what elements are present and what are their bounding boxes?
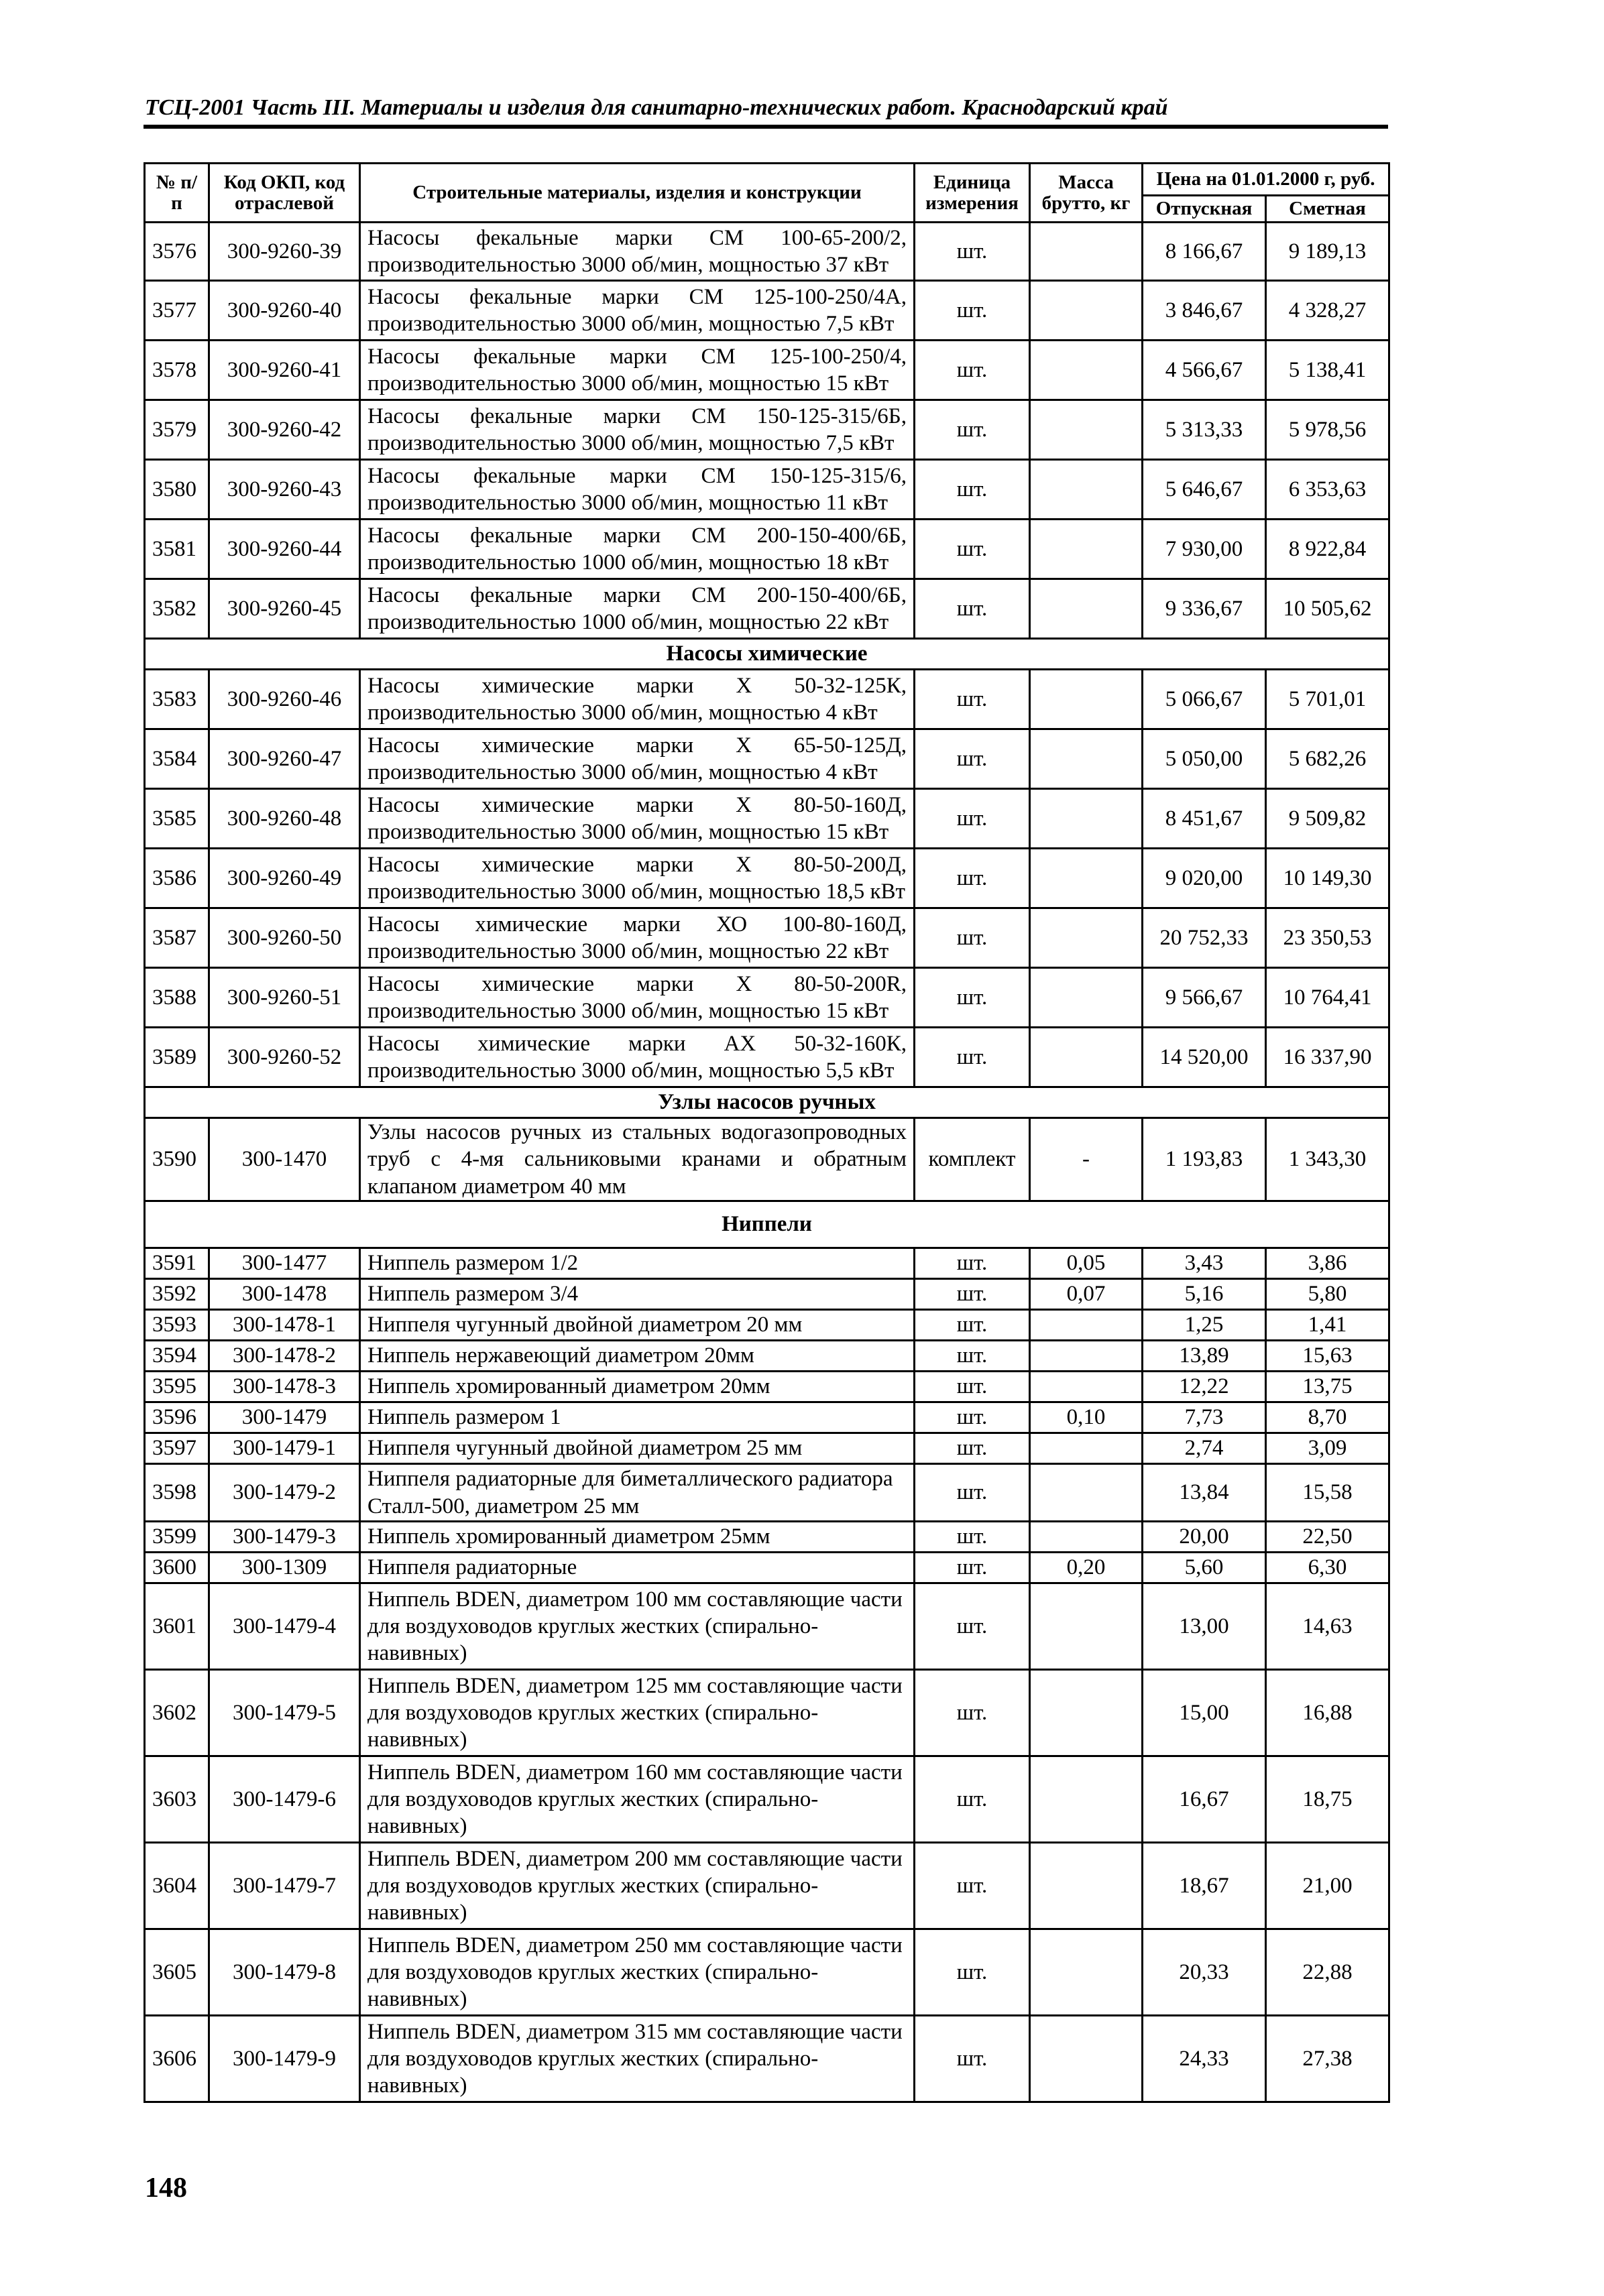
row-number: 3600: [145, 1553, 209, 1583]
row-price-estimate: 1,41: [1266, 1310, 1389, 1341]
row-price-release: 5 050,00: [1143, 729, 1266, 789]
row-price-release: 1,25: [1143, 1310, 1266, 1341]
table-row: [145, 670, 1389, 729]
row-price-release: 3 846,67: [1143, 281, 1266, 341]
price-table: [144, 162, 1390, 2103]
table-row: [145, 789, 1389, 849]
row-number: 3605: [145, 1929, 209, 2016]
row-mass: [1030, 281, 1143, 341]
row-code: 300-9260-51: [209, 968, 360, 1028]
row-unit: шт.: [915, 1372, 1030, 1402]
row-unit: шт.: [915, 579, 1030, 639]
row-code: 300-1478-2: [209, 1341, 360, 1372]
row-name: Насосы фекальные марки СМ 125-100-250/4, производительностью 3000 об/мин, мощностью 15 кВт: [360, 341, 915, 400]
row-unit: шт.: [915, 1248, 1030, 1279]
row-price-release: 5 313,33: [1143, 400, 1266, 460]
group-nipples: [145, 1248, 1389, 2102]
row-unit: шт.: [915, 400, 1030, 460]
row-code: 300-9260-45: [209, 579, 360, 639]
row-price-release: 13,00: [1143, 1583, 1266, 1670]
row-mass: [1030, 1341, 1143, 1372]
row-price-release: 7 930,00: [1143, 520, 1266, 579]
row-name: Насосы химические марки Х 50-32-125К, производительностью 3000 об/мин, мощностью 4 кВт: [360, 670, 915, 729]
table-row: [145, 1279, 1389, 1310]
row-name: Ниппеля радиаторные: [360, 1553, 915, 1583]
row-mass: [1030, 1464, 1143, 1522]
row-price-estimate: 13,75: [1266, 1372, 1389, 1402]
table-row: [145, 1843, 1389, 1929]
row-code: 300-9260-39: [209, 223, 360, 281]
row-number: 3581: [145, 520, 209, 579]
page-number: 148: [145, 2173, 187, 2203]
row-price-estimate: 16,88: [1266, 1670, 1389, 1756]
row-unit: шт.: [915, 908, 1030, 968]
table-row: [145, 1341, 1389, 1372]
table-row: [145, 341, 1389, 400]
row-price-estimate: 22,50: [1266, 1522, 1389, 1553]
row-price-estimate: 15,58: [1266, 1464, 1389, 1522]
row-price-release: 5 646,67: [1143, 460, 1266, 520]
row-number: 3586: [145, 849, 209, 908]
section-title-chem: Насосы химические: [145, 639, 1389, 670]
row-price-release: 13,84: [1143, 1464, 1266, 1522]
table-row: [145, 2016, 1389, 2102]
row-number: 3599: [145, 1522, 209, 1553]
row-number: 3593: [145, 1310, 209, 1341]
row-code: 300-1479-8: [209, 1929, 360, 2016]
row-name: Насосы химические марки ХО 100-80-160Д, производительностью 3000 об/мин, мощностью 22 кВт: [360, 908, 915, 968]
row-mass: -: [1030, 1118, 1143, 1201]
row-code: 300-9260-40: [209, 281, 360, 341]
row-mass: [1030, 1028, 1143, 1087]
row-code: 300-9260-50: [209, 908, 360, 968]
row-code: 300-1479-4: [209, 1583, 360, 1670]
col-header-name: Строительные материалы, изделия и конструкции: [360, 164, 915, 223]
table-row: [145, 281, 1389, 341]
row-code: 300-1479-2: [209, 1464, 360, 1522]
row-unit: шт.: [915, 2016, 1030, 2102]
group-fecal-pumps: [145, 223, 1389, 639]
row-price-release: 9 566,67: [1143, 968, 1266, 1028]
row-mass: [1030, 908, 1143, 968]
row-name: Насосы фекальные марки СМ 125-100-250/4А, производительностью 3000 об/мин, мощностью 7,5 кВт: [360, 281, 915, 341]
table-row: [145, 1433, 1389, 1464]
table-row: [145, 1248, 1389, 1279]
row-unit: шт.: [915, 968, 1030, 1028]
row-unit: шт.: [915, 1670, 1030, 1756]
row-code: 300-9260-43: [209, 460, 360, 520]
row-price-release: 9 336,67: [1143, 579, 1266, 639]
row-number: 3601: [145, 1583, 209, 1670]
row-number: 3580: [145, 460, 209, 520]
row-code: 300-1478: [209, 1279, 360, 1310]
row-price-estimate: 27,38: [1266, 2016, 1389, 2102]
row-unit: шт.: [915, 341, 1030, 400]
row-name: Насосы химические марки АХ 50-32-160К, производительностью 3000 об/мин, мощностью 5,5 кВт: [360, 1028, 915, 1087]
col-header-price-release: Отпускная: [1143, 196, 1266, 223]
row-name: Насосы химические марки Х 80-50-200R, производительностью 3000 об/мин, мощностью 15 кВт: [360, 968, 915, 1028]
table-row: [145, 1670, 1389, 1756]
table-row: [145, 579, 1389, 639]
row-price-release: 15,00: [1143, 1670, 1266, 1756]
row-number: 3594: [145, 1341, 209, 1372]
row-mass: [1030, 400, 1143, 460]
row-price-estimate: 22,88: [1266, 1929, 1389, 2016]
table-row: [145, 1929, 1389, 2016]
row-unit: шт.: [915, 1553, 1030, 1583]
row-unit: шт.: [915, 1843, 1030, 1929]
row-name: Ниппель BDEN, диаметром 200 мм составляющие части для воздуховодов круглых жестких (спирально-навивных): [360, 1843, 915, 1929]
row-price-release: 16,67: [1143, 1756, 1266, 1843]
row-price-estimate: 9 509,82: [1266, 789, 1389, 849]
row-number: 3595: [145, 1372, 209, 1402]
row-price-release: 8 451,67: [1143, 789, 1266, 849]
row-name: Ниппеля чугунный двойной диаметром 25 мм: [360, 1433, 915, 1464]
row-name: Ниппель размером 3/4: [360, 1279, 915, 1310]
row-price-release: 2,74: [1143, 1433, 1266, 1464]
row-price-release: 20,00: [1143, 1522, 1266, 1553]
table-row: [145, 520, 1389, 579]
row-code: 300-9260-46: [209, 670, 360, 729]
row-name: Ниппель BDEN, диаметром 100 мм составляющие части для воздуховодов круглых жестких (спирально-навивных): [360, 1583, 915, 1670]
row-name: Ниппель нержавеющий диаметром 20мм: [360, 1341, 915, 1372]
row-name: Насосы химические марки Х 80-50-160Д, производительностью 3000 об/мин, мощностью 15 кВт: [360, 789, 915, 849]
row-code: 300-1479-3: [209, 1522, 360, 1553]
row-name: Ниппель размером 1: [360, 1402, 915, 1433]
row-price-estimate: 6,30: [1266, 1553, 1389, 1583]
header-rule: [144, 125, 1388, 129]
table-row: [145, 1118, 1389, 1201]
row-unit: шт.: [915, 789, 1030, 849]
row-unit: шт.: [915, 460, 1030, 520]
col-header-price-group: Цена на 01.01.2000 г, руб.: [1143, 164, 1389, 196]
section-title-nipples: Ниппели: [145, 1201, 1389, 1248]
row-mass: [1030, 1522, 1143, 1553]
row-mass: [1030, 1843, 1143, 1929]
row-name: Ниппеля радиаторные для биметаллического радиатора Сталл-500, диаметром 25 мм: [360, 1464, 915, 1522]
row-code: 300-1478-3: [209, 1372, 360, 1402]
row-price-estimate: 21,00: [1266, 1843, 1389, 1929]
row-price-release: 18,67: [1143, 1843, 1266, 1929]
row-price-release: 20 752,33: [1143, 908, 1266, 968]
table-row: [145, 1756, 1389, 1843]
row-price-release: 14 520,00: [1143, 1028, 1266, 1087]
row-mass: [1030, 729, 1143, 789]
row-unit: шт.: [915, 1756, 1030, 1843]
row-mass: 0,20: [1030, 1553, 1143, 1583]
group-chem-pumps: [145, 670, 1389, 1087]
row-unit: шт.: [915, 1279, 1030, 1310]
row-number: 3590: [145, 1118, 209, 1201]
row-price-estimate: 6 353,63: [1266, 460, 1389, 520]
row-code: 300-1479-1: [209, 1433, 360, 1464]
row-unit: шт.: [915, 849, 1030, 908]
row-unit: шт.: [915, 1341, 1030, 1372]
row-price-estimate: 1 343,30: [1266, 1118, 1389, 1201]
row-code: 300-9260-47: [209, 729, 360, 789]
row-price-release: 20,33: [1143, 1929, 1266, 2016]
row-price-estimate: 10 764,41: [1266, 968, 1389, 1028]
row-mass: [1030, 1583, 1143, 1670]
row-mass: 0,05: [1030, 1248, 1143, 1279]
row-number: 3585: [145, 789, 209, 849]
row-code: 300-9260-49: [209, 849, 360, 908]
row-unit: шт.: [915, 1402, 1030, 1433]
row-price-release: 5,16: [1143, 1279, 1266, 1310]
row-mass: [1030, 789, 1143, 849]
row-price-estimate: 3,09: [1266, 1433, 1389, 1464]
row-price-release: 1 193,83: [1143, 1118, 1266, 1201]
row-code: 300-1309: [209, 1553, 360, 1583]
row-number: 3592: [145, 1279, 209, 1310]
row-price-estimate: 18,75: [1266, 1756, 1389, 1843]
row-number: 3583: [145, 670, 209, 729]
row-price-estimate: 8,70: [1266, 1402, 1389, 1433]
header-row: [145, 164, 1389, 196]
section-chem: [145, 639, 1389, 670]
row-number: 3604: [145, 1843, 209, 1929]
row-price-release: 4 566,67: [1143, 341, 1266, 400]
row-number: 3606: [145, 2016, 209, 2102]
table-row: [145, 460, 1389, 520]
row-name: Насосы фекальные марки СМ 150-125-315/6Б, производительностью 3000 об/мин, мощностью 7,5 кВт: [360, 400, 915, 460]
row-price-release: 5,60: [1143, 1553, 1266, 1583]
row-unit: шт.: [915, 1464, 1030, 1522]
row-price-estimate: 5 701,01: [1266, 670, 1389, 729]
row-unit: шт.: [915, 520, 1030, 579]
table-row: [145, 1553, 1389, 1583]
col-header-unit: Единица измерения: [915, 164, 1030, 223]
row-mass: [1030, 579, 1143, 639]
table-row: [145, 1028, 1389, 1087]
row-price-estimate: 9 189,13: [1266, 223, 1389, 281]
row-number: 3603: [145, 1756, 209, 1843]
col-header-price-estimate: Сметная: [1266, 196, 1389, 223]
row-number: 3576: [145, 223, 209, 281]
row-mass: [1030, 1670, 1143, 1756]
row-name: Ниппель BDEN, диаметром 160 мм составляющие части для воздуховодов круглых жестких (спирально-навивных): [360, 1756, 915, 1843]
row-price-release: 3,43: [1143, 1248, 1266, 1279]
row-mass: [1030, 670, 1143, 729]
section-manual: [145, 1087, 1389, 1118]
row-name: Ниппель BDEN, диаметром 250 мм составляющие части для воздуховодов круглых жестких (спирально-навивных): [360, 1929, 915, 2016]
group-manual-pumps: [145, 1118, 1389, 1201]
row-code: 300-9260-42: [209, 400, 360, 460]
row-name: Насосы фекальные марки СМ 100-65-200/2, производительностью 3000 об/мин, мощностью 37 кВт: [360, 223, 915, 281]
table-row: [145, 1402, 1389, 1433]
section-nipples: [145, 1201, 1389, 1248]
table-row: [145, 1583, 1389, 1670]
row-price-estimate: 23 350,53: [1266, 908, 1389, 968]
row-unit: шт.: [915, 1028, 1030, 1087]
row-code: 300-1478-1: [209, 1310, 360, 1341]
row-code: 300-9260-41: [209, 341, 360, 400]
row-price-estimate: 8 922,84: [1266, 520, 1389, 579]
row-mass: [1030, 1310, 1143, 1341]
row-mass: [1030, 520, 1143, 579]
row-mass: [1030, 2016, 1143, 2102]
row-name: Ниппель хромированный диаметром 25мм: [360, 1522, 915, 1553]
row-code: 300-1479-9: [209, 2016, 360, 2102]
row-code: 300-1470: [209, 1118, 360, 1201]
row-unit: шт.: [915, 1433, 1030, 1464]
table-row: [145, 1310, 1389, 1341]
row-unit: комплект: [915, 1118, 1030, 1201]
row-price-release: 9 020,00: [1143, 849, 1266, 908]
row-unit: шт.: [915, 223, 1030, 281]
row-unit: шт.: [915, 281, 1030, 341]
row-unit: шт.: [915, 729, 1030, 789]
row-price-estimate: 5 682,26: [1266, 729, 1389, 789]
row-number: 3597: [145, 1433, 209, 1464]
row-number: 3602: [145, 1670, 209, 1756]
row-price-release: 8 166,67: [1143, 223, 1266, 281]
row-price-estimate: 15,63: [1266, 1341, 1389, 1372]
row-number: 3588: [145, 968, 209, 1028]
row-name: Насосы химические марки Х 80-50-200Д, производительностью 3000 об/мин, мощностью 18,5 кВт: [360, 849, 915, 908]
row-name: Насосы фекальные марки СМ 200-150-400/6Б, производительностью 1000 об/мин, мощностью 18 кВт: [360, 520, 915, 579]
col-header-code: Код ОКП, код отраслевой: [209, 164, 360, 223]
row-name: Насосы фекальные марки СМ 150-125-315/6, производительностью 3000 об/мин, мощностью 11 кВт: [360, 460, 915, 520]
row-code: 300-1479-7: [209, 1843, 360, 1929]
row-price-release: 12,22: [1143, 1372, 1266, 1402]
row-price-release: 24,33: [1143, 2016, 1266, 2102]
row-code: 300-9260-44: [209, 520, 360, 579]
row-name: Ниппель BDEN, диаметром 125 мм составляющие части для воздуховодов круглых жестких (спирально-навивных): [360, 1670, 915, 1756]
row-number: 3589: [145, 1028, 209, 1087]
row-unit: шт.: [915, 1522, 1030, 1553]
row-price-estimate: 4 328,27: [1266, 281, 1389, 341]
row-price-release: 13,89: [1143, 1341, 1266, 1372]
row-mass: [1030, 849, 1143, 908]
row-number: 3587: [145, 908, 209, 968]
row-number: 3596: [145, 1402, 209, 1433]
row-price-estimate: 14,63: [1266, 1583, 1389, 1670]
table-row: [145, 849, 1389, 908]
table-row: [145, 1372, 1389, 1402]
table-row: [145, 400, 1389, 460]
row-price-estimate: 16 337,90: [1266, 1028, 1389, 1087]
section-title-manual: Узлы насосов ручных: [145, 1087, 1389, 1118]
row-mass: 0,10: [1030, 1402, 1143, 1433]
row-mass: [1030, 968, 1143, 1028]
row-name: Ниппеля чугунный двойной диаметром 20 мм: [360, 1310, 915, 1341]
row-mass: [1030, 1929, 1143, 2016]
row-name: Ниппель BDEN, диаметром 315 мм составляющие части для воздуховодов круглых жестких (спирально-навивных): [360, 2016, 915, 2102]
row-mass: [1030, 460, 1143, 520]
row-unit: шт.: [915, 1310, 1030, 1341]
row-number: 3598: [145, 1464, 209, 1522]
col-header-num: № п/п: [145, 164, 209, 223]
row-price-estimate: 5 138,41: [1266, 341, 1389, 400]
row-code: 300-9260-48: [209, 789, 360, 849]
row-name: Ниппель хромированный диаметром 20мм: [360, 1372, 915, 1402]
row-unit: шт.: [915, 670, 1030, 729]
row-mass: [1030, 1433, 1143, 1464]
row-mass: [1030, 223, 1143, 281]
row-mass: [1030, 1756, 1143, 1843]
row-unit: шт.: [915, 1929, 1030, 2016]
row-unit: шт.: [915, 1583, 1030, 1670]
running-header: ТСЦ-2001 Часть III. Материалы и изделия для санитарно-технических работ. Краснодарский край: [145, 95, 1168, 120]
row-price-estimate: 5,80: [1266, 1279, 1389, 1310]
row-number: 3578: [145, 341, 209, 400]
row-code: 300-1477: [209, 1248, 360, 1279]
row-name: Узлы насосов ручных из стальных водогазопроводных труб с 4-мя сальниковыми кранами и обратным клапаном диаметром 40 мм: [360, 1118, 915, 1201]
row-price-estimate: 3,86: [1266, 1248, 1389, 1279]
row-price-estimate: 10 149,30: [1266, 849, 1389, 908]
row-number: 3584: [145, 729, 209, 789]
row-price-release: 5 066,67: [1143, 670, 1266, 729]
table-row: [145, 1464, 1389, 1522]
row-name: Насосы фекальные марки СМ 200-150-400/6Б, производительностью 1000 об/мин, мощностью 22 кВт: [360, 579, 915, 639]
table-row: [145, 223, 1389, 281]
row-price-estimate: 5 978,56: [1266, 400, 1389, 460]
row-name: Ниппель размером 1/2: [360, 1248, 915, 1279]
table-row: [145, 908, 1389, 968]
row-code: 300-1479-6: [209, 1756, 360, 1843]
row-price-release: 7,73: [1143, 1402, 1266, 1433]
row-code: 300-1479-5: [209, 1670, 360, 1756]
row-code: 300-9260-52: [209, 1028, 360, 1087]
row-number: 3582: [145, 579, 209, 639]
row-price-estimate: 10 505,62: [1266, 579, 1389, 639]
row-number: 3577: [145, 281, 209, 341]
table-row: [145, 1522, 1389, 1553]
row-mass: [1030, 341, 1143, 400]
row-number: 3579: [145, 400, 209, 460]
row-name: Насосы химические марки Х 65-50-125Д, производительностью 3000 об/мин, мощностью 4 кВт: [360, 729, 915, 789]
row-code: 300-1479: [209, 1402, 360, 1433]
table-row: [145, 968, 1389, 1028]
row-mass: 0,07: [1030, 1279, 1143, 1310]
col-header-mass: Масса брутто, кг: [1030, 164, 1143, 223]
row-mass: [1030, 1372, 1143, 1402]
row-number: 3591: [145, 1248, 209, 1279]
table-row: [145, 729, 1389, 789]
